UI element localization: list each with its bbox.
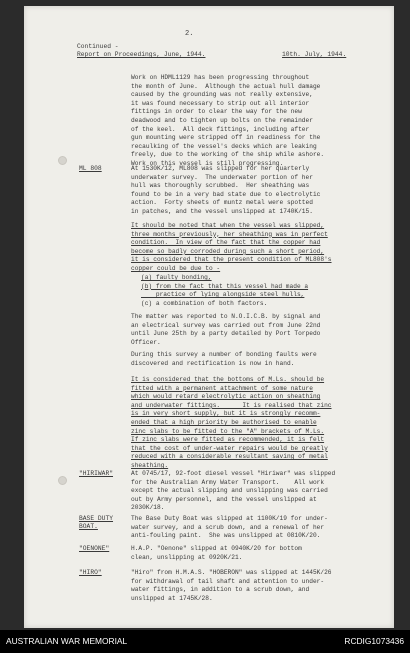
paragraph-ml808-survey: During this survey a number of bonding faults were discovered and rectification is now in hand. — [131, 351, 317, 367]
side-label-hiro: "HIRO" — [79, 569, 102, 576]
header-title: Report on Proceedings, June, 1944. — [77, 51, 206, 59]
side-label-hiriwar: "HIRIWAR" — [79, 470, 114, 477]
report-header — [77, 43, 205, 60]
punch-hole — [58, 156, 67, 165]
paragraph-oenone: H.A.P. "Oenone" slipped at 0940K/20 for bottom clean, unslipping at 0920K/21. — [131, 545, 302, 561]
paragraph-hiriwar: At 0745/17, 92-foot diesel vessel "Hiriwar" was slipped for the Australian Army Water Transport. All work except the actual slipping and unslipping was carried out by Army personnel, and the vessel unslipped at 2030K/18. — [131, 470, 336, 512]
paragraph-ml808-slipped: At 1530K/12, ML808 was slipped for her quarterly underwater survey. The underwater portion of her hull was thoroughly scrubbed. Her sheathing was found to be in a very bad state due to electrolytic action. Forty sheets of muntz metal were spotted in patches, and the vessel unslipped at 1740K/15. — [131, 165, 321, 215]
list-item: (c) a combination of both factors. — [141, 299, 268, 307]
side-label-base-duty-boat: BASE DUTY BOAT. — [79, 515, 114, 531]
footer-institution: AUSTRALIAN WAR MEMORIAL — [6, 636, 128, 646]
list-item: practice of lying alongside steel hulls, — [141, 291, 305, 299]
list-item: (a) faulty bonding, — [141, 274, 212, 281]
archive-footer-bar — [0, 630, 410, 653]
header-continued: Continued - — [77, 43, 119, 50]
paragraph-ml808-zinc: It is considered that the bottoms of M.Ls. should be fitted with a permanent attachment of some nature which would retard electrolytic action on sheathing and underwater fittings. It is realised that zinc is in very short supply, but it is strongly recomm- ended that a high priority be authorised to enable zinc slabs to be fitted to the "A" brackets of M.Ls. If zinc slabs were fitted as recommended, it is felt that the cost of under-water repairs would be greatly reduced with a considerable resultant saving of metal sheathing. — [131, 376, 332, 469]
list-item: (b) from the fact that this vessel had made a — [141, 282, 309, 290]
footer-record-id: RCDIG1073436 — [344, 636, 404, 646]
header-date: 10th. July, 1944. — [282, 51, 347, 58]
paragraph-hdml1129: Work on HDML1129 has been progressing throughout the month of June. Although the actual hull damage caused by the grounding was not really extensive, it was found necessary to strip out all interior fittings in order to clear the way for the new deadwood and to tighten up bolts on the remainder of the keel. All deck fittings, including after gun mounting were stripped off in readiness for the recaulking of the vessel's decks which are leaking freely, due to the working of the ship while ashore. Work on this vessel is still progressing. — [131, 74, 325, 167]
side-label-ml808: ML 808 — [79, 165, 102, 172]
paragraph-ml808-reported: The matter was reported to N.O.I.C.B. by signal and an electrical survey was carried out from June 22nd until June 25th by a party detailed by Port Torpedo Officer. — [131, 313, 321, 346]
paragraph-base-duty-boat: The Base Duty Boat was slipped at 1100K/19 for under- water survey, and a scrub down, and a renewal of her anti-fouling paint. She was unslipped at 0810K/20. — [131, 515, 328, 540]
punch-hole — [58, 476, 67, 485]
page-number: 2. — [185, 30, 194, 38]
side-label-oenone: "OENONE" — [79, 545, 110, 552]
paragraph-ml808-noted: It should be noted that when the vessel was slipped, three months previously, her sheathing was in perfect condition. In view of the fact that the copper had become so badly corroded during such a short period, it is considered that the present condition of ML808's copper could be due to - — [131, 222, 332, 272]
paragraph-hiro: "Hiro" from H.M.A.S. "HOBERON" was slipped at 1445K/26 for withdrawal of tail shaft and attention to under- water fittings, in addition to a scrub down, and unslipped at 1745K/28. — [131, 569, 332, 602]
list-causes — [141, 274, 308, 308]
